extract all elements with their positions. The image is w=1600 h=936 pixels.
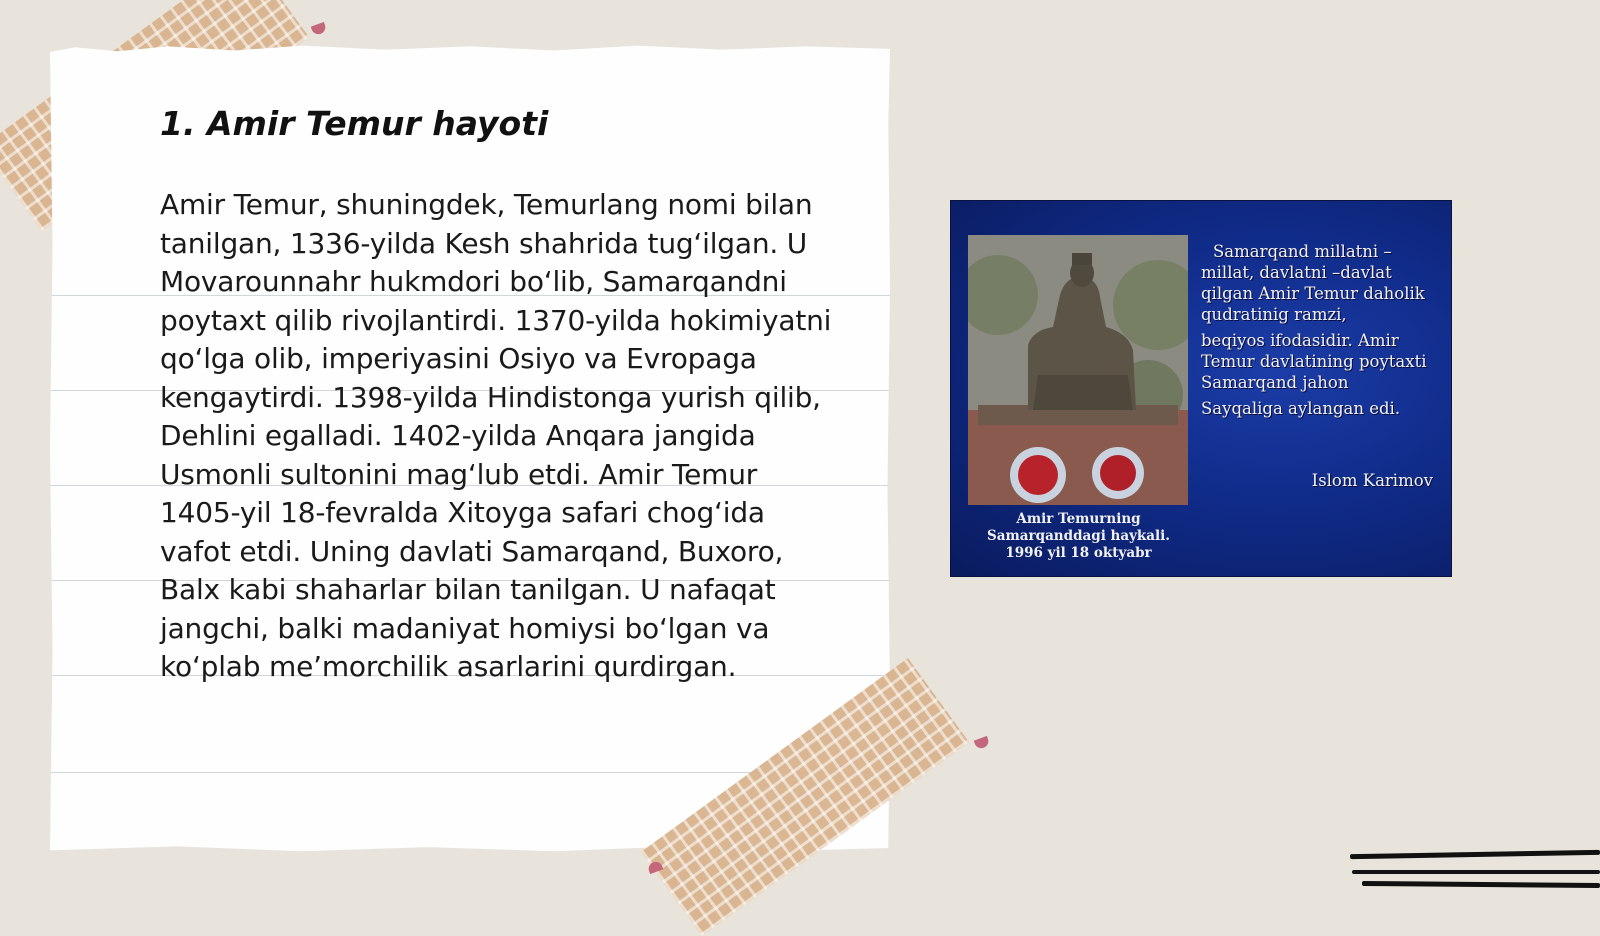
brush-stroke xyxy=(1362,881,1600,888)
quote-paragraph: Sayqaliga aylangan edi. xyxy=(1201,399,1401,418)
monument-photo xyxy=(968,235,1188,505)
biography-text: Amir Temur, shuningdek, Temurlang nomi bilan tanilgan, 1336-yilda Kesh shahrida tug‘ilgan. U Movarounnahr hukmdori bo‘lib, Samarqandni poytaxt qilib rivojlantirdi. 1370-yilda hokimiyatni qo‘lga olib, imperiyasini Osiyo va Evropaga kengaytirdi. 1398-yilda Hindistonga yurish qilib, Dehlini egalladi. 1402-yilda Anqara jangida Usmonli sultonini mag‘lub etdi. Amir Temur 1405-yil 18-fevralda Xitoyga safari chog‘ida vafot etdi. Uning davlati Samarqand, Buxoro, Balx kabi shaharlar bilan tanilgan. U nafaqat jangchi, balki madaniyat homiysi bo‘lgan va ko‘plab me’morchilik asarlarini qurdirgan. xyxy=(160,188,832,683)
quote-paragraph: beqiyos ifodasidir. Amir Temur davlatining poytaxti Samarqand jahon xyxy=(1201,331,1427,392)
section-heading: 1. Amir Temur hayoti xyxy=(160,104,549,143)
caption-line: 1996 yil 18 oktyabr xyxy=(1005,545,1152,561)
quote-block xyxy=(1201,241,1436,424)
brush-stroke xyxy=(1350,850,1600,859)
tape-tab-top xyxy=(311,22,328,36)
photo-caption xyxy=(961,511,1196,562)
statue-illustration xyxy=(968,235,1188,505)
embedded-slide-image xyxy=(950,200,1452,577)
caption-line: Samarqanddagi haykali. xyxy=(986,528,1170,544)
quote-paragraph: Samarqand millatni – millat, davlatni –davlat qilgan Amir Temur daholik qudratinig ramzi, xyxy=(1201,242,1425,324)
caption-line: Amir Temurning xyxy=(1016,511,1141,527)
quote-author: Islom Karimov xyxy=(1311,471,1433,490)
brush-stroke xyxy=(1352,870,1600,874)
tape-tab-bottom-right xyxy=(974,736,991,750)
